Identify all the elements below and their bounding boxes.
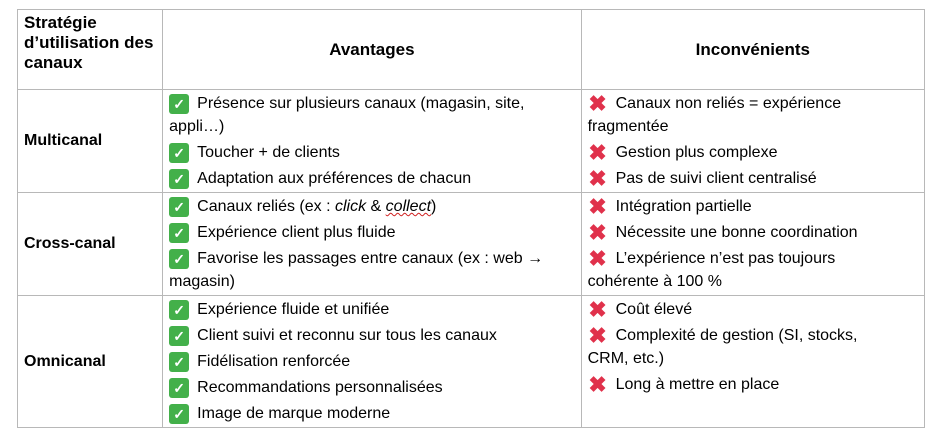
advantage-item: ✓ Toucher + de clients bbox=[169, 141, 574, 164]
cross-mark-icon: ✖ bbox=[588, 166, 607, 191]
advantage-item: ✓ Recommandations personnalisées bbox=[169, 376, 574, 399]
check-mark-icon: ✓ bbox=[169, 143, 189, 163]
disadvantage-item: ✖ Complexité de gestion (SI, stocks, CRM, etc.) bbox=[587, 323, 858, 367]
advantage-item: ✓ Image de marque moderne bbox=[169, 402, 574, 425]
advantage-item: ✓ Favorise les passages entre canaux (ex : web → magasin) bbox=[169, 250, 544, 290]
disadvantages-cell bbox=[581, 90, 924, 193]
check-mark-icon: ✓ bbox=[169, 352, 189, 372]
advantage-item: ✓ Canaux reliés (ex : click & collect) bbox=[169, 195, 574, 218]
advantage-item: ✓ Client suivi et reconnu sur tous les canaux bbox=[169, 324, 574, 347]
advantage-item: ✓ Présence sur plusieurs canaux (magasin, site, appli…) bbox=[169, 95, 525, 135]
check-mark-icon: ✓ bbox=[169, 300, 189, 320]
disadvantage-item: ✖ Gestion plus complexe bbox=[588, 140, 778, 165]
cross-mark-icon: ✖ bbox=[588, 140, 607, 165]
row-label-cross-canal: Cross-canal bbox=[18, 193, 163, 296]
advantages-cell bbox=[163, 90, 581, 193]
advantage-item: ✓ Expérience client plus fluide bbox=[169, 221, 574, 244]
disadvantage-item: ✖ Pas de suivi client centralisé bbox=[588, 166, 817, 191]
check-mark-icon: ✓ bbox=[169, 169, 189, 189]
disadvantage-item: ✖ Nécessite une bonne coordination bbox=[588, 220, 858, 245]
advantage-item: ✓ Adaptation aux préférences de chacun bbox=[169, 167, 574, 190]
table-row-cross-canal bbox=[18, 193, 925, 296]
check-mark-icon: ✓ bbox=[169, 249, 189, 269]
cross-mark-icon: ✖ bbox=[588, 194, 607, 219]
disadvantage-item: ✖ L’expérience n’est pas toujours cohérente à 100 % bbox=[587, 246, 836, 290]
disadvantage-item: ✖ Intégration partielle bbox=[588, 194, 752, 219]
disadvantage-item: ✖ Long à mettre en place bbox=[588, 372, 780, 397]
advantage-item: ✓ Fidélisation renforcée bbox=[169, 350, 574, 373]
cross-mark-icon: ✖ bbox=[588, 91, 607, 116]
cross-mark-icon: ✖ bbox=[588, 297, 607, 322]
row-label-omnicanal: Omnicanal bbox=[18, 296, 163, 428]
advantages-cell bbox=[163, 296, 581, 428]
header-row bbox=[18, 10, 925, 90]
check-mark-icon: ✓ bbox=[169, 94, 189, 114]
check-mark-icon: ✓ bbox=[169, 223, 189, 243]
cross-mark-icon: ✖ bbox=[588, 372, 607, 397]
check-mark-icon: ✓ bbox=[169, 404, 189, 424]
check-mark-icon: ✓ bbox=[169, 378, 189, 398]
header-advantages: Avantages bbox=[163, 10, 581, 90]
disadvantages-cell bbox=[581, 193, 924, 296]
disadvantage-item: ✖ Coût élevé bbox=[588, 297, 693, 322]
cross-mark-icon: ✖ bbox=[588, 323, 607, 348]
row-label-multicanal: Multicanal bbox=[18, 90, 163, 193]
cross-mark-icon: ✖ bbox=[588, 220, 607, 245]
header-disadvantages: Inconvénients bbox=[581, 10, 924, 90]
disadvantage-item: ✖ Canaux non reliés = expérience fragmentée bbox=[587, 91, 842, 135]
disadvantages-cell bbox=[581, 296, 924, 428]
advantages-cell bbox=[163, 193, 581, 296]
check-mark-icon: ✓ bbox=[169, 326, 189, 346]
advantage-item: ✓ Expérience fluide et unifiée bbox=[169, 298, 574, 321]
channel-strategy-table bbox=[17, 9, 925, 428]
table-row-omnicanal bbox=[18, 296, 925, 428]
table-row-multicanal bbox=[18, 90, 925, 193]
check-mark-icon: ✓ bbox=[169, 197, 189, 217]
cross-mark-icon: ✖ bbox=[588, 246, 607, 271]
header-strategy: Stratégie d’utilisation des canaux bbox=[18, 10, 163, 90]
